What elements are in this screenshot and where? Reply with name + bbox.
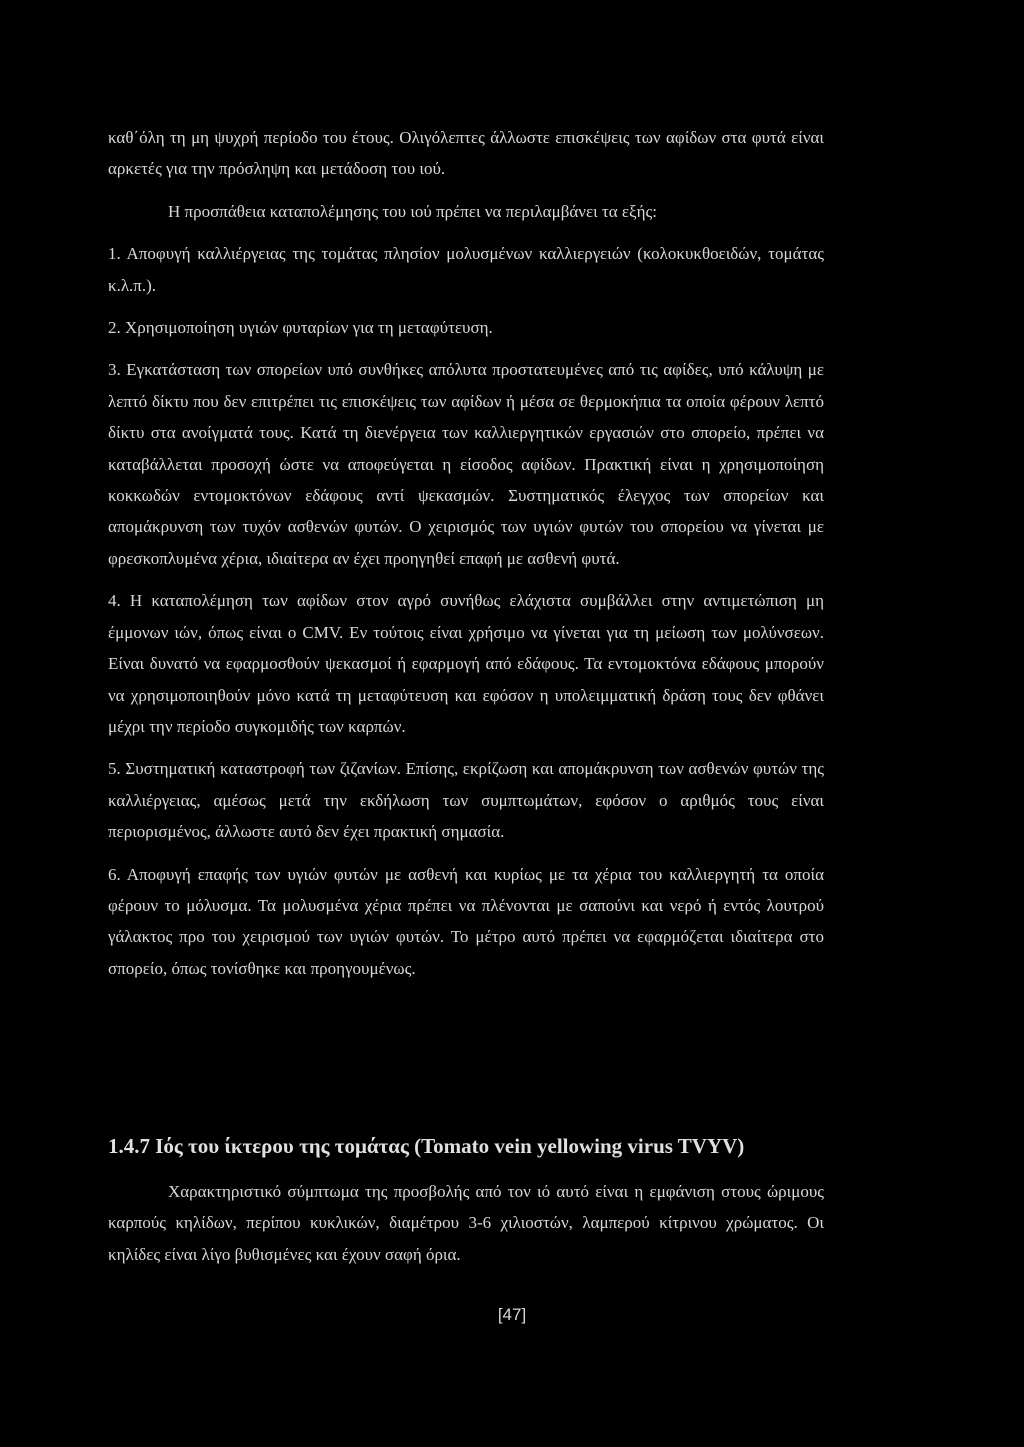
paragraph-measures-intro: Η προσπάθεια καταπολέμησης του ιού πρέπει να περιλαμβάνει τα εξής: <box>168 201 657 221</box>
section-paragraph: Χαρακτηριστικό σύμπτωμα της προσβολής από τον ιό αυτό είναι η εμφάνιση στους ώριμους καρπούς κηλίδων, περίπου κυκλικών, διαμέτρου 3-6 χιλιοστών, λαμπερού κίτρινου χρώματος. Οι κηλίδες είναι λίγο βυθισμένες και έχουν σαφή όρια. <box>108 1182 824 1264</box>
list-item-4: 4. Η καταπολέμηση των αφίδων στον αγρό συνήθως ελάχιστα συμβάλλει στην αντιμετώπιση μη έμμονων ιών, όπως είναι ο CMV. Εν τούτοις είναι χρήσιμο να γίνεται για τη μείωση των μολύνσεων. Είναι δυνατό να εφαρμοσθούν ψεκασμοί ή εφαρμογή από εδάφους. Τα εντομοκτόνα εδάφους μπορούν να χρησιμοποιηθούν μόνο κατά τη μεταφύτευση και εφόσον η υπολειμματική δράση τους δεν φθάνει μέχρι την περίοδο συγκομιδής των καρπών. <box>108 591 824 736</box>
list-item-1: 1. Αποφυγή καλλιέργειας της τομάτας πλησίον μολυσμένων καλλιεργειών (κολοκυκθοειδών, τομάτας κ.λ.π.). <box>108 244 824 295</box>
list-item-3: 3. Εγκατάσταση των σπορείων υπό συνθήκες απόλυτα προστατευμένες από τις αφίδες, υπό κάλυψη με λεπτό δίκτυ που δεν επιτρέπει τις επισκέψεις των αφίδων ή μέσα σε θερμοκήπια τα οποία φέρουν λεπτό δίκτυ στα ανοίγματά τους. Κατά τη διενέργεια των καλλιεργητικών εργασιών στο σπορείο, πρέπει να καταβάλλεται προσοχή ώστε να αποφεύγεται η είσοδος αφίδων. Πρακτική είναι η χρησιμοποίηση κοκκωδών εντομοκτόνων εδάφους αντί ψεκασμών. Συστηματικός έλεγχος των σπορείων και απομάκρυνση των τυχόν ασθενών φυτών. Ο χειρισμός των υγιών φυτών του σπορείου να γίνεται με φρεσκοπλυμένα χέρια, ιδιαίτερα αν έχει προηγηθεί επαφή με ασθενή φυτά. <box>108 360 824 568</box>
section-heading: 1.4.7 Ιός του ίκτερου της τομάτας (Tomato vein yellowing virus TVYV) <box>108 1134 745 1158</box>
page-number: [47] <box>497 1305 527 1324</box>
list-item-5: 5. Συστηματική καταστροφή των ζιζανίων. Επίσης, εκρίζωση και απομάκρυνση των ασθενών φυτών της καλλιέργειας, αμέσως μετά την εκδήλωση των συμπτωμάτων, εφόσον ο αριθμός τους είναι περιορισμένος, άλλωστε αυτό δεν έχει πρακτική σημασία. <box>108 759 824 842</box>
list-item-6: 6. Αποφυγή επαφής των υγιών φυτών με ασθενή και κυρίως με τα χέρια του καλλιεργητή τα οποία φέρουν το μόλυσμα. Τα μολυσμένα χέρια πρέπει να πλένονται με σαπούνι και νερό ή εντός λουτρού γάλακτος προ του χειρισμού των υγιών φυτών. Το μέτρο αυτό πρέπει να εφαρμόζεται ιδιαίτερα στο σπορείο, όπως τονίσθηκε και προηγουμένως. <box>108 864 824 978</box>
list-item-2: 2. Χρησιμοποίηση υγιών φυταρίων για τη μεταφύτευση. <box>108 318 493 338</box>
section-body <box>108 1176 824 1270</box>
paragraph-intro: καθ΄όλη τη μη ψυχρή περίοδο του έτους. Ολιγόλεπτες άλλωστε επισκέψεις των αφίδων στα φυτά είναι αρκετές για την πρόσληψη και μετάδοση του ιού. <box>108 128 824 179</box>
page-body <box>108 122 824 984</box>
